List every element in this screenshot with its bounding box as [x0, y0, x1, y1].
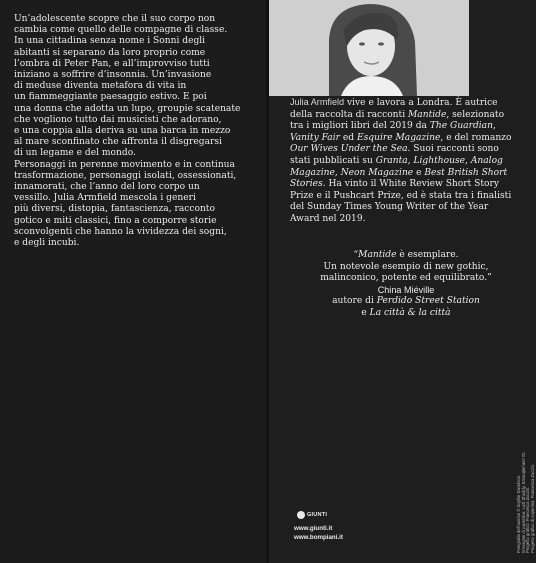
- blurb-line: un fiammeggiante paesaggio estivo. E poi: [14, 92, 207, 103]
- publisher-urls: [294, 525, 343, 542]
- image-credits: Fotografia dell’autrice © Sophie Davidson. Immagine di copertina: Lodi Shoddy, Entanglement #2. Progetto grafico: Francesca Zucchi. Progetto grafico di copertina: Francesca Zucchi.: [516, 451, 535, 553]
- blurb-line: vessillo. Julia Armfield mescola i generi: [14, 193, 196, 204]
- author-name: Julia Armfield: [290, 97, 345, 107]
- review-quote: “Mantide è esemplare. Un notevole esempio di new gothic, malinconico, potente ed equilibrato.” China Miéville autore di Perdido Street Station e La città & la città: [290, 250, 522, 320]
- author-bio: Julia Armfield vive e lavora a Londra. È autrice della raccolta di racconti Mantide, selezionato tra i migliori libri del 2019 da The Guardian, Vanity Fair ed Esquire Magazine, e del romanzo Our Wives Under the Sea. Suoi racconti sono stati pubblicati su Granta, Lighthouse, Analog Magazine, Neon Magazine e Best British Short Stories. Ha vinto il White Review Short Story Prize e il Pushcart Prize, ed è stata tra i finalisti del Sunday Times Young Writer of the Year Award nel 2019.: [290, 97, 512, 224]
- publisher-url-link[interactable]: www.bompiani.it: [294, 533, 343, 541]
- blurb-line: e degli incubi.: [14, 238, 80, 249]
- publisher-url-link[interactable]: www.giunti.it: [294, 525, 333, 532]
- blurb-line: una donna che adotta un lupo, groupie scatenate: [14, 103, 241, 114]
- blurb-line: Un’adolescente scopre che il suo corpo non: [14, 14, 216, 24]
- blurb-line: In una cittadina senza nome i Sonni degli: [14, 36, 206, 47]
- blurb-text: [14, 14, 260, 249]
- blurb-line: l’ombra di Peter Pan, e all’improvviso tutti: [14, 58, 210, 69]
- publisher-logo: GIUNTI: [297, 511, 327, 519]
- blurb-line: gotico e miti classici, fino a comporre storie: [14, 215, 217, 226]
- quote-attribution-name: China Miéville: [377, 284, 435, 295]
- blurb-line: e una coppia alla deriva su una barca in mezzo: [14, 126, 231, 137]
- blurb-line: che vogliono tutto dai musicisti che adorano,: [14, 114, 222, 125]
- blurb-line: al mare sconfinato che affronta il disgregarsi: [14, 137, 222, 148]
- blurb-line: di meduse diventa metafora di vita in: [14, 81, 187, 92]
- blurb-line: trasformazione, personaggi isolati, ossessionati,: [14, 170, 237, 181]
- author-portrait-image: [269, 0, 469, 96]
- blurb-line: innamorati, che l’anno del loro corpo un: [14, 182, 200, 193]
- blurb-line: cambia come quello delle compagne di classe.: [14, 25, 228, 36]
- blurb-line: di un legame e del mondo.: [14, 148, 136, 159]
- giunti-logo-icon: [297, 511, 305, 519]
- blurb-line: abitanti si separano da loro proprio come: [14, 47, 206, 58]
- blurb-line: sconvolgenti che hanno la vividezza dei sogni,: [14, 226, 227, 237]
- blurb-line: Personaggi in perenne movimento e in continua: [14, 159, 235, 170]
- author-photo: [269, 0, 469, 96]
- blurb-line: più diversi, distopia, fantascienza, racconto: [14, 204, 215, 215]
- blurb-line: iniziano a soffrire d’insonnia. Un’invasione: [14, 70, 212, 81]
